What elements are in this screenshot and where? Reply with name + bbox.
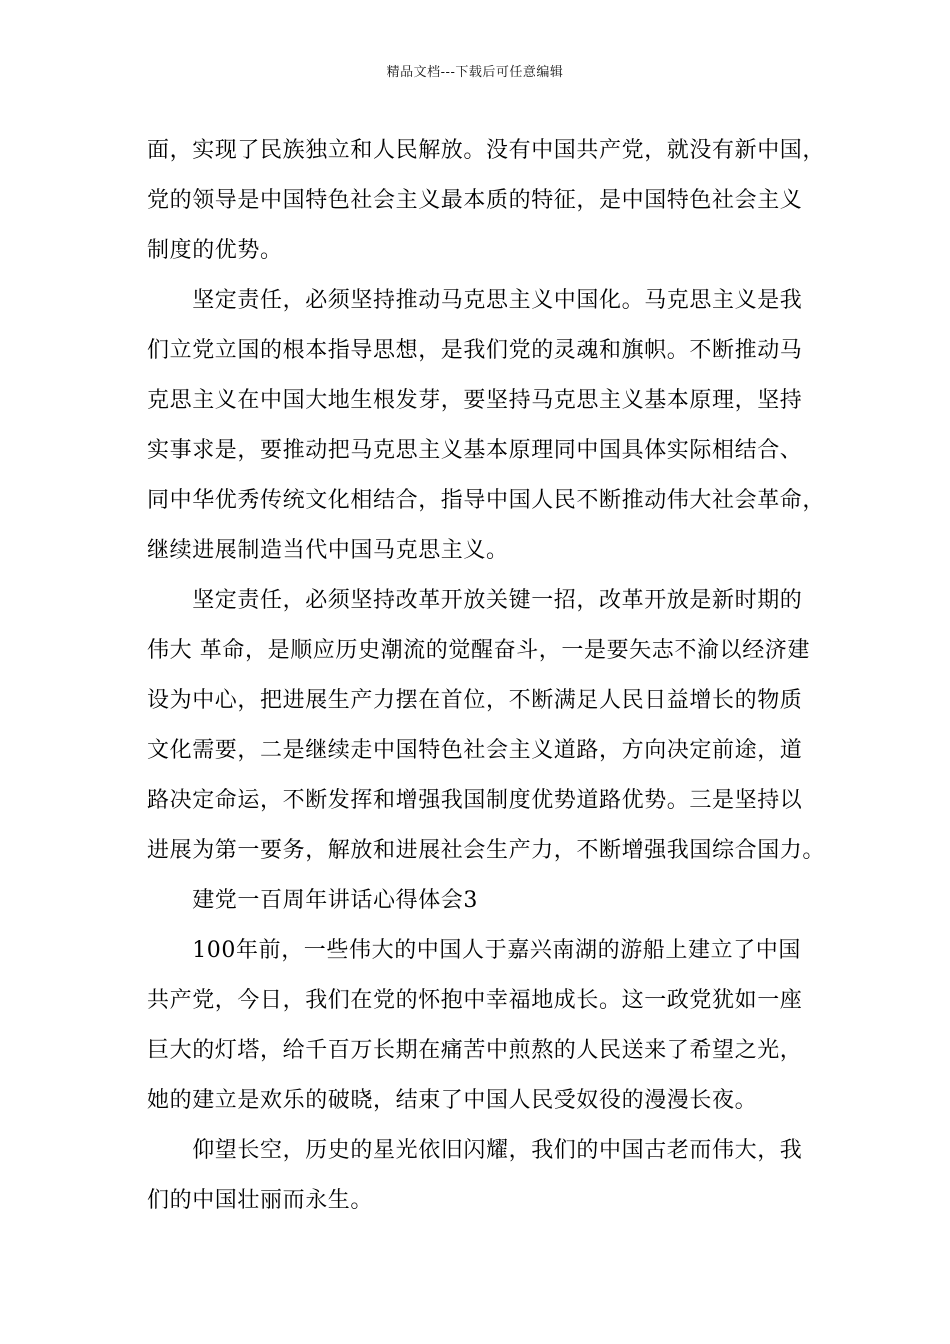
document-body: [147, 126, 837, 1226]
text-line: 党的领导是中国特色社会主义最本质的特征，是中国特色社会主义: [147, 188, 803, 213]
text-line: 文化需要，二是继续走中国特色社会主义道路，方向决定前途，道: [147, 738, 803, 763]
text-line: 面，实现了民族独立和人民解放。没有中国共产党，就没有新中国，: [147, 138, 826, 163]
text-line: 共产党，今日，我们在党的怀抱中幸福地成长。这一政党犹如一座: [147, 988, 803, 1013]
text-line: 设为中心，把进展生产力摆在首位，不断满足人民日益增长的物质: [147, 688, 803, 713]
text-line: 100年前，一些伟大的中国人于嘉兴南湖的游船上建立了中国: [147, 938, 801, 963]
text-line: 继续进展制造当代中国马克思主义。: [147, 538, 509, 563]
section-heading: 建党一百周年讲话心得体会3: [147, 888, 478, 913]
text-line: 坚定责任，必须坚持推动马克思主义中国化。马克思主义是我: [147, 288, 803, 313]
text-line: 巨大的灯塔，给千百万长期在痛苦中煎熬的人民送来了希望之光，: [147, 1038, 803, 1063]
text-line: 她的建立是欢乐的破晓，结束了中国人民受奴役的漫漫长夜。: [147, 1088, 758, 1113]
text-line: 路决定命运，不断发挥和增强我国制度优势道路优势。三是坚持以: [147, 788, 803, 813]
text-line: 们的中国壮丽而永生。: [147, 1188, 374, 1213]
text-line: 进展为第一要务，解放和进展社会生产力，不断增强我国综合国力。: [147, 838, 826, 863]
text-line: 坚定责任，必须坚持改革开放关键一招，改革开放是新时期的: [147, 588, 803, 613]
text-line: 伟大 革命，是顺应历史潮流的觉醒奋斗，一是要矢志不渝以经济建: [147, 638, 810, 663]
page-header: 精品文档---下载后可任意编辑: [386, 65, 564, 80]
text-line: 制度的优势。: [147, 238, 283, 263]
text-line: 同中华优秀传统文化相结合，指导中国人民不断推动伟大社会革命，: [147, 488, 826, 513]
text-line: 们立党立国的根本指导思想，是我们党的灵魂和旗帜。不断推动马: [147, 338, 803, 363]
text-line: 克思主义在中国大地生根发芽，要坚持马克思主义基本原理，坚持: [147, 388, 803, 413]
text-line: 实事求是，要推动把马克思主义基本原理同中国具体实际相结合、: [147, 438, 803, 463]
text-line: 仰望长空，历史的星光依旧闪耀，我们的中国古老而伟大，我: [147, 1138, 803, 1163]
